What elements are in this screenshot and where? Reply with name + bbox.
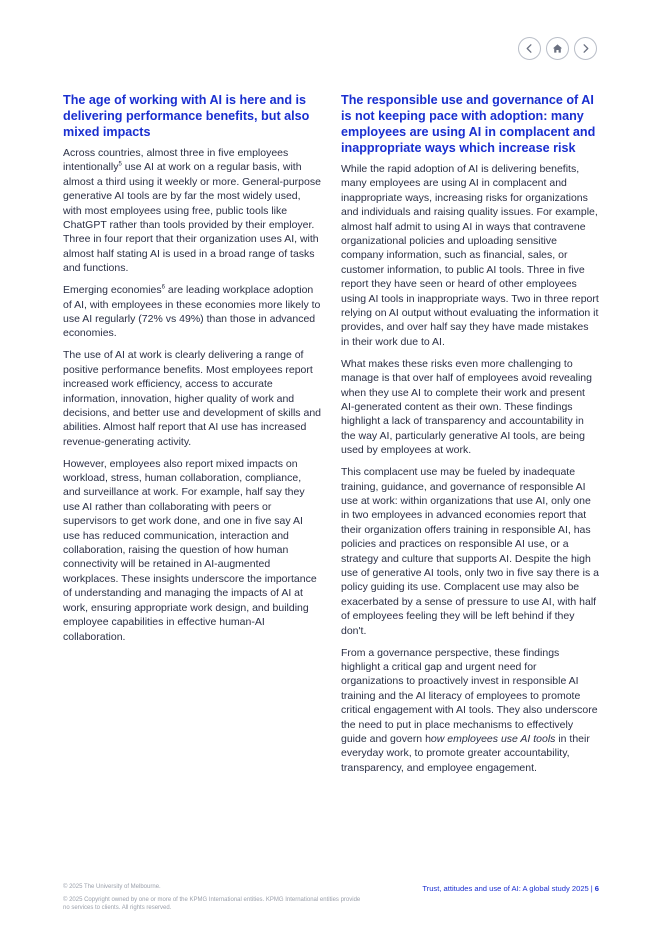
right-paragraph-1: While the rapid adoption of AI is delivering benefits, many employees are using AI in complacent and inappropriate ways, increasing risks for organizations and individuals and raising quality issues. For example, almost half admit to using AI in ways that contravene organizational policies and uploading sensitive company information, such as financial, sales, or customer information, to public AI tools. Three in five report they have seen or heard of other employees using AI tools in inappropriate ways. Two in three report relying on AI output without evaluating the information it provides, and over half say they have made mistakes in their work due to AI.	[341, 163, 599, 348]
right-column	[341, 92, 599, 783]
left-column	[63, 92, 321, 651]
copyright-university: © 2025 The University of Melbourne.	[63, 884, 161, 890]
footnote-5[interactable]: 5	[118, 161, 122, 168]
home-button[interactable]	[546, 37, 569, 60]
footer-separator: |	[590, 884, 593, 893]
page-navigation	[518, 37, 597, 60]
left-paragraph-1: Across countries, almost three in five employees intentionally$^5$ use AI at work on a regular basis, with almost a third using it weekly or more. General-purpose generative AI tools are by far the most widely used, with most employees using free, public tools like ChatGPT rather than tools provided by their employer. Three in four report that their organization uses AI, with almost half stating AI is used in a broad range of tasks and functions.	[63, 147, 321, 275]
page-number: 6	[594, 884, 599, 893]
footnote-6[interactable]: 6	[161, 284, 165, 291]
right-paragraph-2: What makes these risks even more challenging to manage is that over half of employees avoid revealing when they use AI to complete their work and present AI-generated content as their own. These findings highlight a lack of transparency and accountability in the way AI, particularly generative AI tools, are being used by employees at work.	[341, 357, 592, 457]
left-paragraph-2: Emerging economies$^6$ are leading workplace adoption of AI, with employees in these economies more likely to use AI regularly (72% vs 49%) than those in advanced economies.	[63, 284, 321, 340]
next-page-button[interactable]	[574, 37, 597, 60]
report-title: Trust, attitudes and use of AI: A global study 2025	[422, 884, 589, 893]
previous-page-button[interactable]	[518, 37, 541, 60]
left-section-heading: The age of working with AI is here and is delivering performance benefits, but also mixed impacts	[63, 93, 310, 139]
left-paragraph-3: The use of AI at work is clearly delivering a range of positive performance benefits. Most employees report increased work efficiency, access to accurate information, innovation, higher quality of work and decisions, and better use and development of skills and abilities. Almost half report that AI use has increased revenue-generating activity.	[63, 349, 321, 448]
right-section-heading: The responsible use and governance of AI is not keeping pace with adoption: many employees are using AI in complacent and inappropriate ways which increase risk	[341, 93, 596, 155]
copyright-kpmg: © 2025 Copyright owned by one or more of the KPMG International entities. KPMG International entities provide no services to clients. All rights reserved.	[63, 897, 361, 911]
footer-report-info	[422, 884, 599, 893]
left-paragraph-4: However, employees also report mixed impacts on workload, stress, human collaboration, compliance, and surveillance at work. For example, half say they use AI rather than collaborating with peers or supervisors to get work done, and one in five say AI use has reduced communication, interaction and collaboration, raising the question of how human connectivity will be retained in AI-augmented workplaces. These insights underscore the importance of understanding and managing the impacts of AI at work, ensuring appropriate work design, and building employee capabilities in effective human-AI collaboration.	[63, 457, 317, 643]
chevron-left-icon	[524, 43, 535, 54]
right-paragraph-4: From a governance perspective, these findings highlight a critical gap and urgent need for organizations to proactively invest in responsible AI training and the AI literacy of employees to promote critical engagement with AI tools. They also underscore the need to put in place mechanisms to effectively guide and govern how employees use AI tools in their everyday work, to promote greater accountability, transparency, and employee engagement.	[341, 646, 598, 774]
chevron-right-icon	[580, 43, 591, 54]
footer-copyright	[63, 883, 363, 912]
right-paragraph-3: This complacent use may be fueled by inadequate training, guidance, and governance of responsible AI use at work: within organizations that use AI, only one in two employees in advanced economies report that their organization offers training in responsible AI, has policies and practices on responsible AI use, or a strategy and culture that supports AI. Despite the high use of generative AI tools, only two in five say there is a policy guiding its use. Complacent use may also be exacerbated by a sense of pressure to use AI, with half of employees feeling they will be left behind if they don't.	[341, 466, 599, 637]
home-icon	[552, 43, 563, 54]
